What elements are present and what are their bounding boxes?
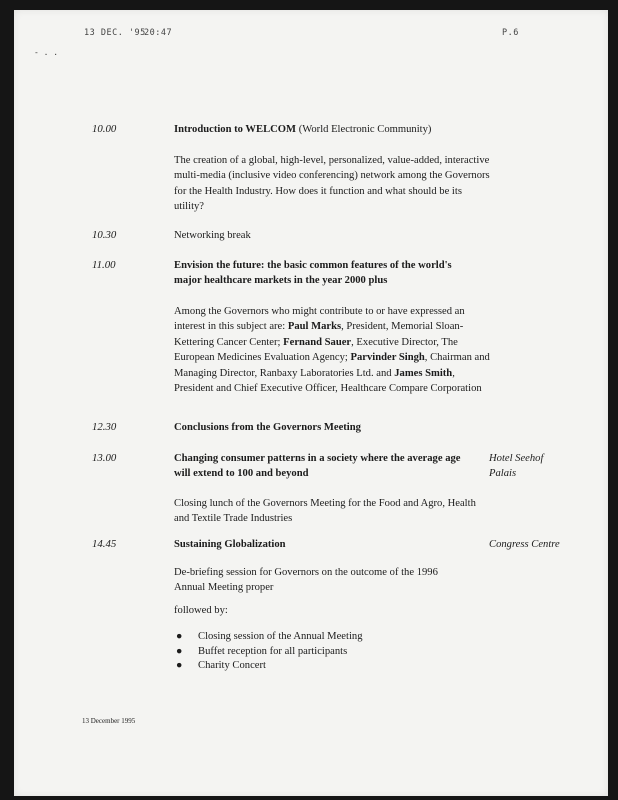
agenda-title: Conclusions from the Governors Meeting <box>174 422 361 433</box>
agenda-description: De-briefing session for Governors on the outcome of the 1996 Annual Meeting proper <box>174 567 438 594</box>
agenda-description: Closing lunch of the Governors Meeting for the Food and Agro, Health and Textile Trade Industries <box>174 498 476 525</box>
agenda-title: Changing consumer patterns in a society where the average age will extend to 100 and beyond <box>174 453 461 480</box>
agenda-description <box>174 304 492 396</box>
agenda-title-bold: Introduction to WELCOM <box>174 124 297 135</box>
agenda-title: Envision the future: the basic common features of the world's major healthcare markets in the year 2000 plus <box>174 260 452 287</box>
fax-marks: - . . <box>34 48 59 57</box>
agenda-description: The creation of a global, high-level, personalized, value-added, interactive multi-media (inclusive video conferencing) network among the Governors for the Health Industry. How does it function and what should be its utility? <box>174 155 490 213</box>
list-item <box>174 645 363 660</box>
description-intro: Among the Governors who might contribute to or have expressed an interest in this subject are: <box>174 306 465 333</box>
footer-date: 13 December 1995 <box>82 717 136 725</box>
agenda-title-normal: (World Electronic Community) <box>296 124 432 135</box>
agenda-time: 13.00 <box>92 452 117 464</box>
list-item-text: Charity Concert <box>198 660 266 671</box>
followed-by-label: followed by: <box>174 605 228 616</box>
speaker-name: Paul Marks <box>287 321 342 333</box>
speaker-name: Fernand Sauer <box>283 336 352 348</box>
agenda-title: Sustaining Globalization <box>174 539 286 550</box>
agenda-time: 14.45 <box>92 538 117 550</box>
speaker-role: , President and Chief Executive Officer, Healthcare Compare Corporation <box>174 367 482 395</box>
speaker-name: Parvinder Singh <box>350 352 425 364</box>
list-item-text: Buffet reception for all participants <box>198 645 348 657</box>
document-page <box>14 10 608 796</box>
agenda-time: 10.30 <box>92 229 117 241</box>
agenda-time: 10.00 <box>92 123 117 135</box>
fax-header <box>14 28 608 42</box>
list-item <box>174 630 363 645</box>
fax-date: 13 DEC. '95 <box>84 28 146 38</box>
bullet-icon: ● <box>176 660 183 671</box>
agenda-venue <box>489 451 599 482</box>
list-item-text: Closing session of the Annual Meeting <box>198 631 363 642</box>
fax-time: 20:47 <box>144 28 173 38</box>
venue-line: Palais <box>489 468 517 480</box>
speaker-role: , Executive Director, The European Medicines Evaluation Agency; <box>174 336 458 364</box>
agenda-title <box>174 122 494 137</box>
speaker-role: , Chairman and Managing Director, Ranbaxy Laboratories Ltd. and <box>174 352 490 379</box>
bullet-list <box>174 630 363 674</box>
bullet-icon: ● <box>176 631 183 642</box>
agenda-time: 11.00 <box>92 259 116 271</box>
speaker-name: James Smith <box>394 367 453 379</box>
agenda-title: Networking break <box>174 230 251 241</box>
speaker-role: , President, Memorial Sloan-Kettering Cancer Center; <box>174 321 464 348</box>
agenda-time: 12.30 <box>92 421 117 433</box>
bullet-icon: ● <box>176 645 183 657</box>
venue-line: Hotel Seehof <box>489 453 544 464</box>
fax-page-number: P.6 <box>502 28 519 38</box>
list-item <box>174 659 363 674</box>
agenda-venue: Congress Centre <box>489 539 560 550</box>
